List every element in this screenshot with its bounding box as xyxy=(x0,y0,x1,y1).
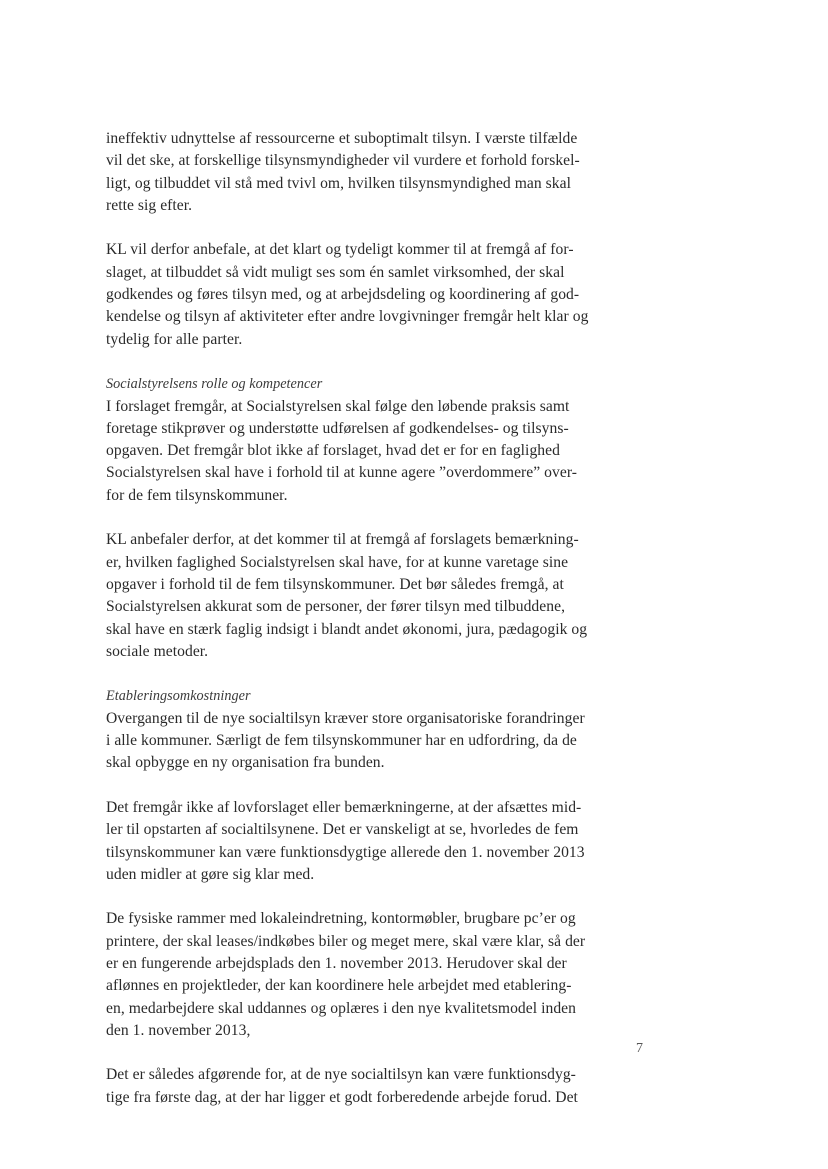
paragraph xyxy=(106,239,606,350)
text-line: rette sig efter. xyxy=(106,196,193,214)
text-line: kendelse og tilsyn af aktiviteter efter andre lovgivninger fremgår helt klar og xyxy=(106,308,589,326)
text-line: tilsynskommuner kan være funktionsdygtige allerede den 1. november 2013 xyxy=(106,843,585,861)
text-line: Det er således afgørende for, at de nye socialtilsyn kan være funktionsdyg- xyxy=(106,1066,576,1084)
text-line: uden midler at gøre sig klar med. xyxy=(106,865,315,883)
text-line: skal have en stærk faglig indsigt i blandt andet økonomi, jura, pædagogik og xyxy=(106,620,588,638)
paragraph xyxy=(106,797,606,886)
text-line: Socialstyrelsen skal have i forhold til at kunne agere ”overdommere” over- xyxy=(106,464,578,482)
text-line: skal opbygge en ny organisation fra bunden. xyxy=(106,754,385,772)
text-line: KL anbefaler derfor, at det kommer til at fremgå af forslagets bemærkning- xyxy=(106,531,579,549)
text-line: opgaver i forhold til de fem tilsynskommuner. Det bør således fremgå, at xyxy=(106,575,564,593)
section-heading: Socialstyrelsens rolle og kompetencer xyxy=(106,376,323,393)
text-line: for de fem tilsynskommuner. xyxy=(106,486,288,504)
text-line: slaget, at tilbuddet så vidt muligt ses som én samlet virksomhed, der skal xyxy=(106,263,565,281)
text-line: en, medarbejdere skal uddannes og oplæres i den nye kvalitetsmodel inden xyxy=(106,999,576,1017)
text-line: ineffektiv udnyttelse af ressourcerne et suboptimalt tilsyn. I værste tilfælde xyxy=(106,130,578,147)
text-line: er, hvilken faglighed Socialstyrelsen skal have, for at kunne varetage sine xyxy=(106,553,569,571)
text-line: tydelig for alle parter. xyxy=(106,330,243,348)
text-line: aflønnes en projektleder, der kan koordinere hele arbejdet med etablering- xyxy=(106,977,572,995)
text-line: Overgangen til de nye socialtilsyn kræver store organisatoriske forandringer xyxy=(106,709,585,727)
text-line: Socialstyrelsen akkurat som de personer, der fører tilsyn med tilbuddene, xyxy=(106,598,566,616)
text-line: I forslaget fremgår, at Socialstyrelsen skal følge den løbende praksis samt xyxy=(106,397,570,415)
text-line: ler til opstarten af socialtilsynene. Det er vanskeligt at se, hvorledes de fem xyxy=(106,821,579,839)
text-line: KL vil derfor anbefale, at det klart og tydeligt kommer til at fremgå af for- xyxy=(106,241,574,259)
page-number: 7 xyxy=(636,1041,643,1056)
text-line: i alle kommuner. Særligt de fem tilsynskommuner har en udfordring, da de xyxy=(106,732,577,750)
section-etableringsomkostninger xyxy=(106,685,606,774)
text-line: De fysiske rammer med lokaleindretning, kontormøbler, brugbare pc’er og xyxy=(106,910,576,928)
paragraph xyxy=(106,128,606,217)
paragraph xyxy=(106,529,606,663)
text-line: opgaven. Det fremgår blot ikke af forslaget, hvad det er for en faglighed xyxy=(106,442,560,460)
text-line: er en fungerende arbejdsplads den 1. november 2013. Herudover skal der xyxy=(106,954,567,972)
text-line: ligt, og tilbuddet vil stå med tvivl om, hvilken tilsynsmyndighed man skal xyxy=(106,174,571,192)
section-socialstyrelsen xyxy=(106,373,606,507)
text-line: Det fremgår ikke af lovforslaget eller bemærkningerne, at der afsættes mid- xyxy=(106,798,582,816)
text-line: godkendes og føres tilsyn med, og at arbejdsdeling og koordinering af god- xyxy=(106,286,580,304)
text-line: vil det ske, at forskellige tilsynsmyndigheder vil vurdere et forhold forskel- xyxy=(106,152,580,170)
body-text xyxy=(106,128,606,1131)
text-line: printere, der skal leases/indkøbes biler og meget mere, skal være klar, så der xyxy=(106,932,586,950)
text-line: sociale metoder. xyxy=(106,642,209,660)
text-line: tige fra første dag, at der har ligger et godt forberedende arbejde forud. Det xyxy=(106,1088,578,1106)
text-line: den 1. november 2013, xyxy=(106,1021,251,1039)
paragraph xyxy=(106,908,606,1042)
section-heading: Etableringsomkostninger xyxy=(106,688,251,705)
paragraph xyxy=(106,1064,606,1109)
text-line: foretage stikprøver og understøtte udførelsen af godkendelses- og tilsyns- xyxy=(106,419,569,437)
